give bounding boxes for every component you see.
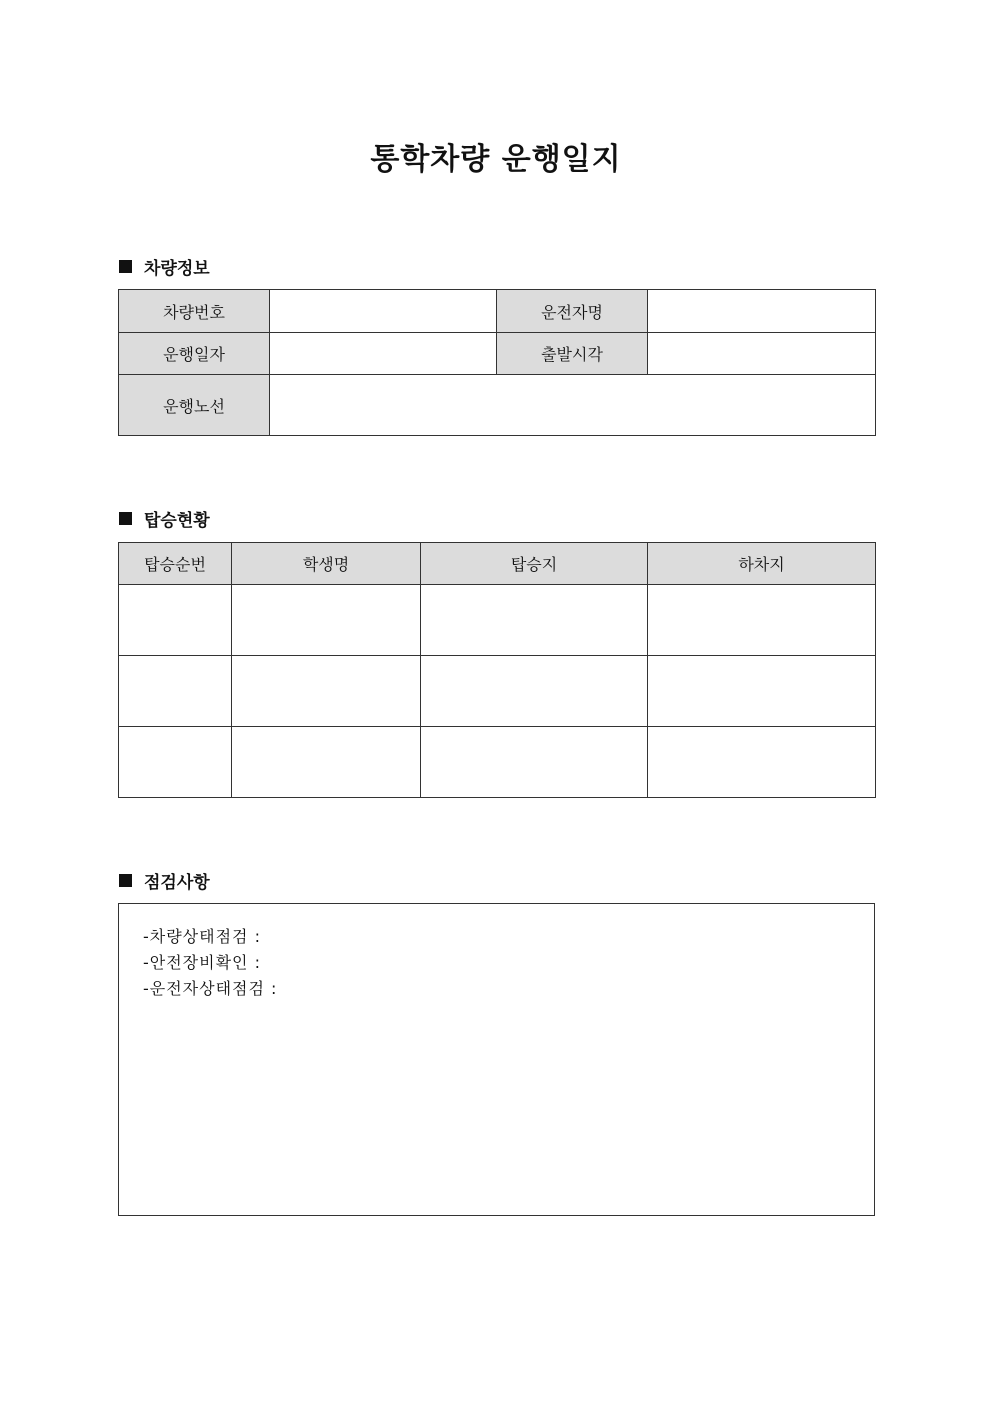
inspection-list bbox=[119, 904, 874, 1002]
section-heading-inspection bbox=[119, 868, 210, 893]
section-heading-boarding bbox=[119, 506, 210, 531]
table-row bbox=[119, 585, 876, 656]
label-route: 운행노선 bbox=[119, 375, 270, 436]
cell-order[interactable] bbox=[119, 585, 232, 656]
cell-order[interactable] bbox=[119, 727, 232, 798]
cell-boarding-place[interactable] bbox=[421, 585, 648, 656]
inspection-notes-box[interactable] bbox=[118, 903, 875, 1216]
table-row bbox=[119, 375, 876, 436]
label-operation-date: 운행일자 bbox=[119, 333, 270, 375]
cell-boarding-place[interactable] bbox=[421, 727, 648, 798]
section-heading-label: 탑승현황 bbox=[144, 511, 210, 531]
field-driver-name[interactable] bbox=[648, 290, 876, 333]
document-title: 통학차량 운행일지 bbox=[370, 142, 622, 177]
square-bullet-icon bbox=[119, 512, 132, 525]
cell-student-name[interactable] bbox=[232, 727, 421, 798]
cell-student-name[interactable] bbox=[232, 585, 421, 656]
inspection-item-safety-equipment: -안전장비확인 : bbox=[143, 953, 261, 972]
section-heading-vehicle-info bbox=[119, 254, 210, 279]
cell-dropoff-place[interactable] bbox=[648, 656, 876, 727]
cell-student-name[interactable] bbox=[232, 656, 421, 727]
column-header-boarding-place: 탑승지 bbox=[421, 543, 648, 585]
inspection-item-vehicle: -차량상태점검 : bbox=[143, 927, 261, 946]
square-bullet-icon bbox=[119, 874, 132, 887]
column-header-student-name: 학생명 bbox=[232, 543, 421, 585]
column-header-order: 탑승순번 bbox=[119, 543, 232, 585]
section-heading-label: 점검사항 bbox=[144, 873, 210, 893]
square-bullet-icon bbox=[119, 260, 132, 273]
cell-boarding-place[interactable] bbox=[421, 656, 648, 727]
field-route[interactable] bbox=[270, 375, 876, 436]
field-departure-time[interactable] bbox=[648, 333, 876, 375]
table-row bbox=[119, 727, 876, 798]
vehicle-info-table bbox=[118, 289, 876, 436]
section-heading-label: 차량정보 bbox=[144, 259, 210, 279]
inspection-item-driver: -운전자상태점검 : bbox=[143, 979, 278, 998]
column-header-dropoff-place: 하차지 bbox=[648, 543, 876, 585]
cell-order[interactable] bbox=[119, 656, 232, 727]
label-departure-time: 출발시각 bbox=[497, 333, 648, 375]
label-driver-name: 운전자명 bbox=[497, 290, 648, 333]
table-row bbox=[119, 290, 876, 333]
boarding-table bbox=[118, 542, 876, 798]
table-row bbox=[119, 333, 876, 375]
field-operation-date[interactable] bbox=[270, 333, 497, 375]
field-vehicle-number[interactable] bbox=[270, 290, 497, 333]
table-header-row bbox=[119, 543, 876, 585]
cell-dropoff-place[interactable] bbox=[648, 585, 876, 656]
label-vehicle-number: 차량번호 bbox=[119, 290, 270, 333]
table-row bbox=[119, 656, 876, 727]
cell-dropoff-place[interactable] bbox=[648, 727, 876, 798]
